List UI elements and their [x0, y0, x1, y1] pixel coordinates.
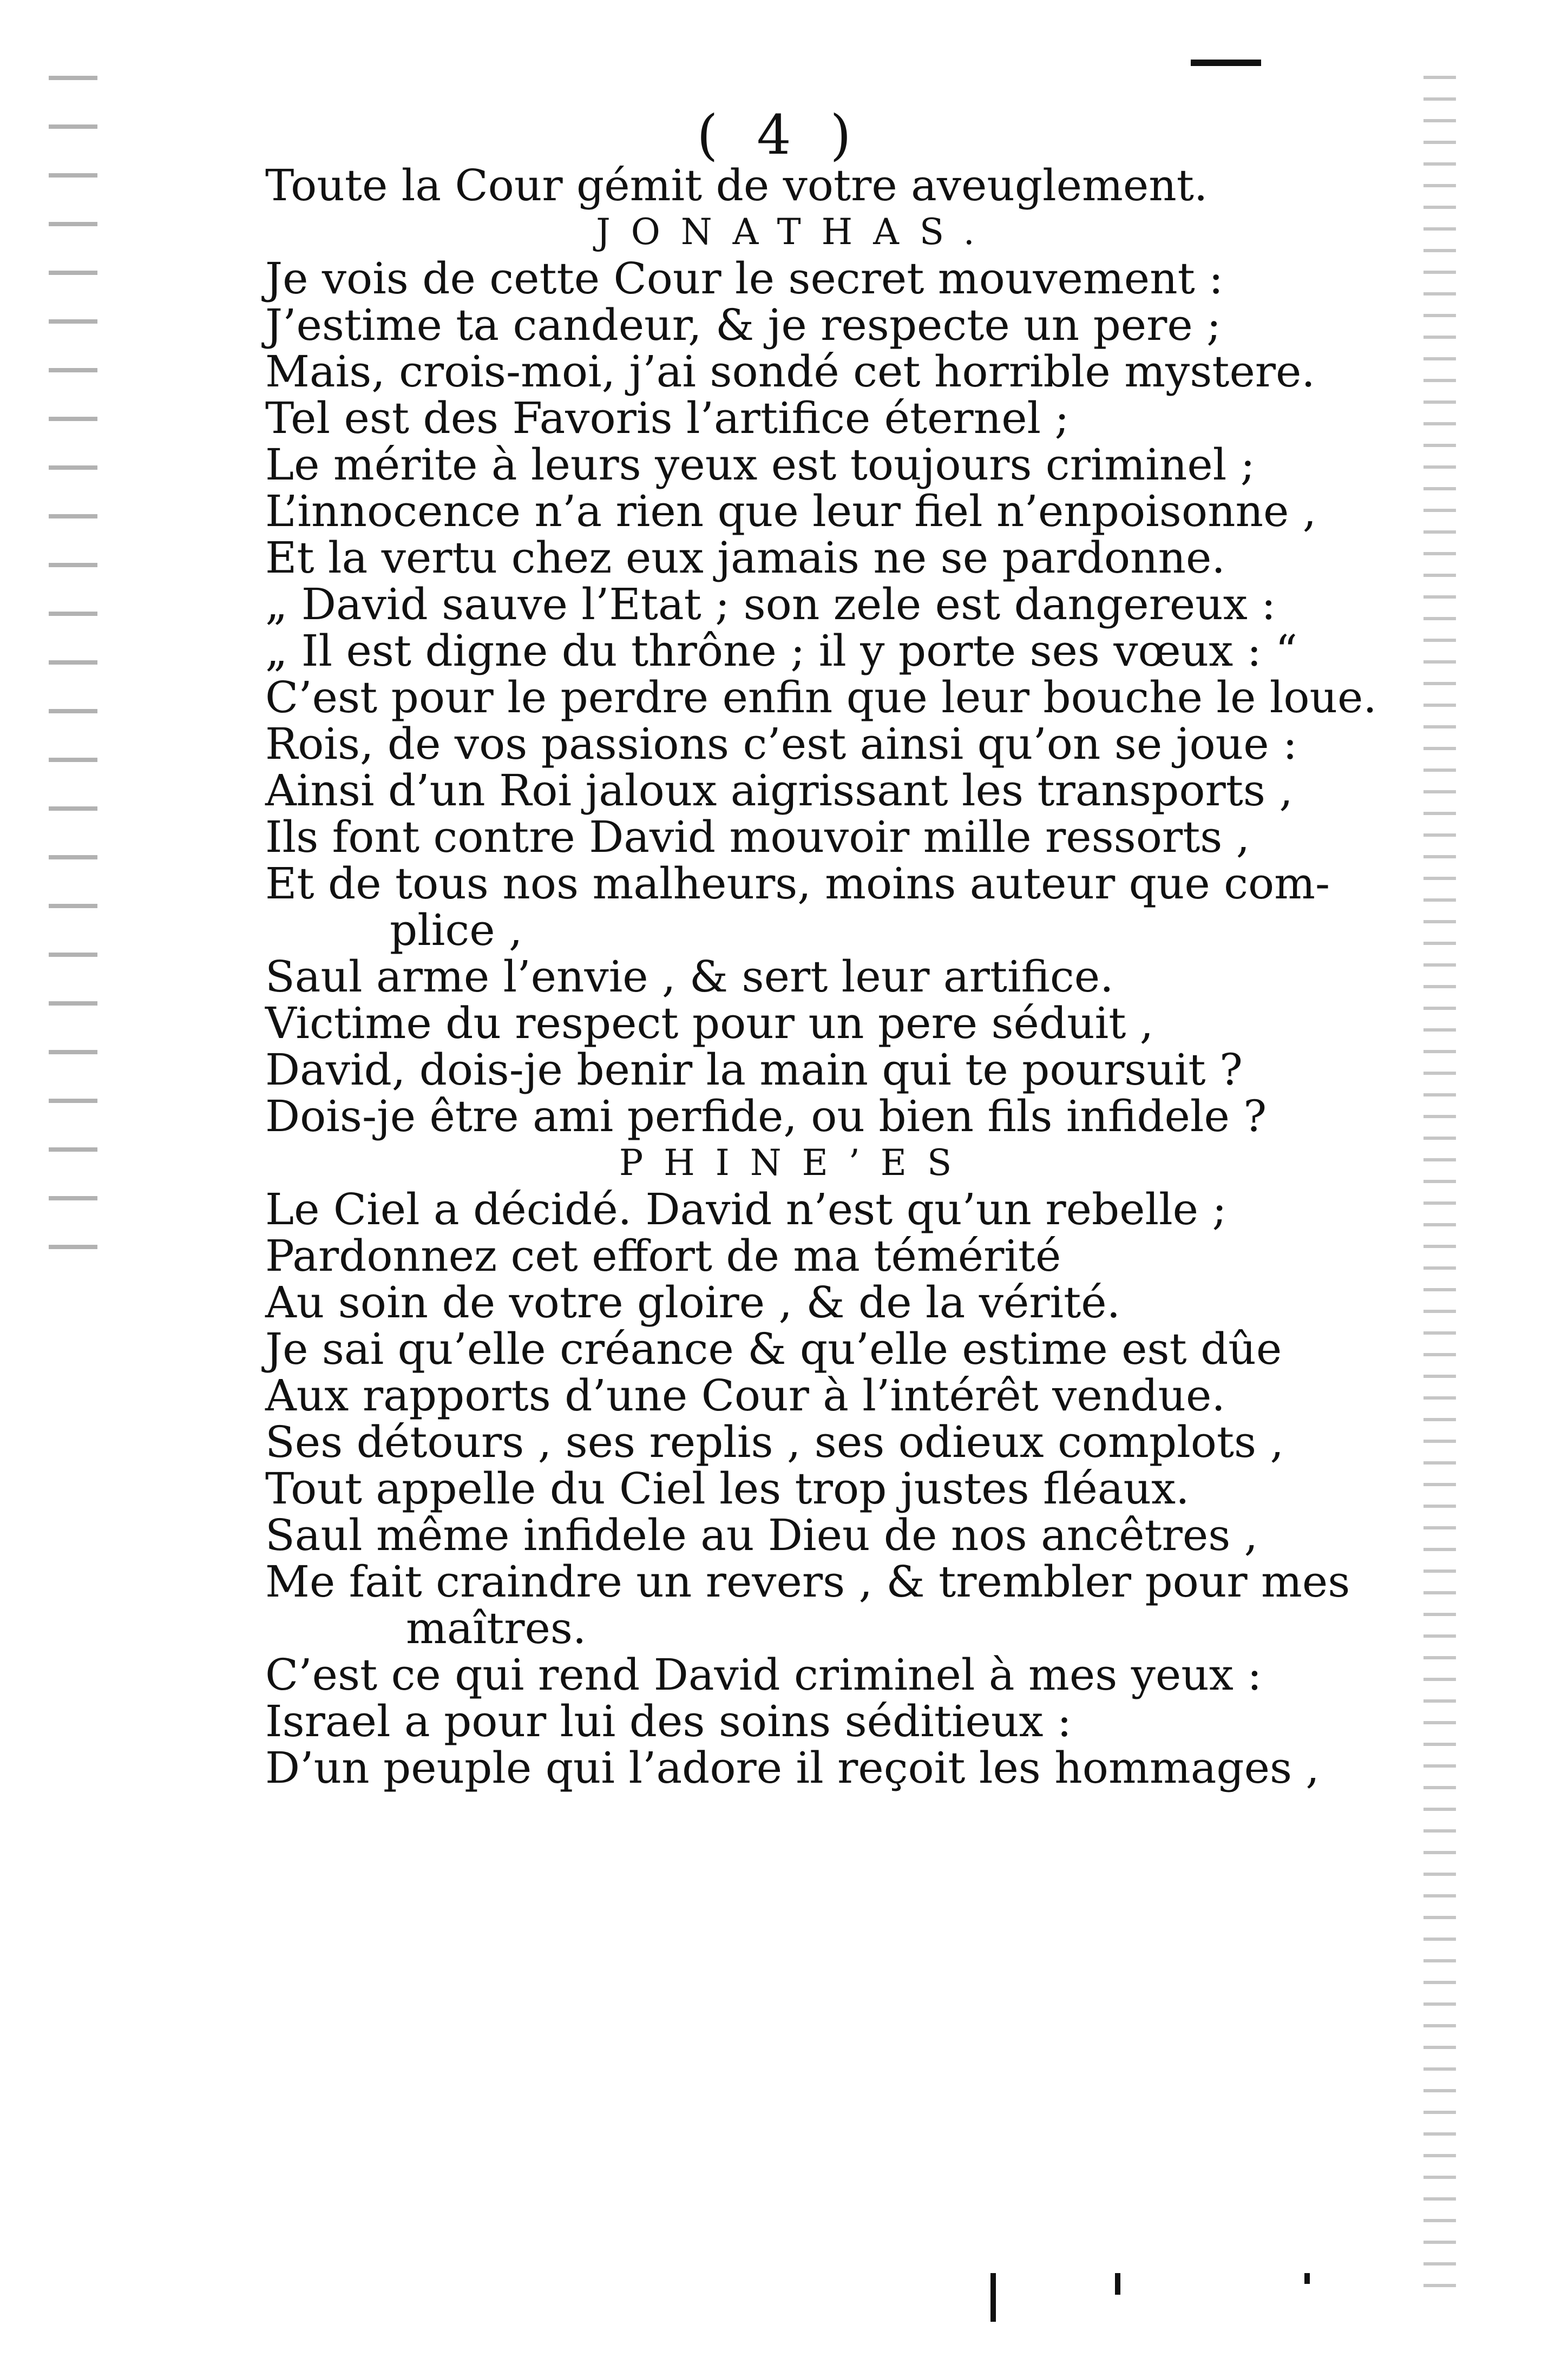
verse-line: C’est ce qui rend David criminel à mes yeux : [265, 1650, 1262, 1700]
left-margin-bleed [49, 76, 97, 1266]
speaker-name: PHINE’ES [619, 1142, 973, 1184]
verse-line: Pardonnez cet effort de ma témérité [265, 1231, 1061, 1281]
printer-rule [1191, 60, 1261, 66]
verse-line: „ Il est digne du thrône ; il y porte ses vœux : “ [265, 626, 1297, 676]
verse-line: „ David sauve l’Etat ; son zele est dangereux : [265, 579, 1276, 629]
verse-line: Ses détours , ses replis , ses odieux complots , [265, 1417, 1284, 1467]
verse-continuation: maîtres. [406, 1603, 587, 1653]
verse-line: D’un peuple qui l’adore il reçoit les hommages , [265, 1743, 1320, 1793]
verse-line: Ainsi d’un Roi jaloux aigrissant les transports , [265, 765, 1293, 816]
verse-line: J’estime ta candeur, & je respecte un pere ; [265, 300, 1222, 350]
verse-line: L’innocence n’a rien que leur fiel n’enpoisonne , [265, 486, 1317, 536]
verse-continuation: plice , [390, 905, 523, 955]
verse-line: C’est pour le perdre enfin que leur bouche le loue. [265, 672, 1377, 723]
speaker-name: JONATHAS. [596, 211, 995, 253]
verse-line: Le mérite à leurs yeux est toujours criminel ; [265, 439, 1255, 490]
verse-line: Ils font contre David mouvoir mille ressorts , [265, 812, 1250, 862]
verse-line: Victime du respect pour un pere séduit , [265, 998, 1154, 1048]
verse-line: Dois-je être ami perfide, ou bien fils infidele ? [265, 1091, 1267, 1141]
right-margin-bleed [1423, 76, 1456, 2295]
verse-line: Saul arme l’envie , & sert leur artifice. [265, 951, 1114, 1002]
verse-text-block [265, 160, 1377, 1793]
verse-line: Et de tous nos malheurs, moins auteur que com- [265, 858, 1330, 909]
verse-line: Toute la Cour gémit de votre aveuglement. [265, 160, 1208, 211]
verse-line: Au soin de votre gloire , & de la vérité. [265, 1277, 1121, 1328]
verse-line: Aux rapports d’une Cour à l’intérêt vendue. [265, 1370, 1225, 1421]
verse-line: Je sai qu’elle créance & qu’elle estime est dûe [265, 1324, 1282, 1374]
verse-line: Le Ciel a décidé. David n’est qu’un rebelle ; [265, 1184, 1227, 1234]
verse-line: Et la vertu chez eux jamais ne se pardonne. [265, 533, 1225, 583]
verse-line: Me fait craindre un revers , & trembler pour mes [265, 1557, 1350, 1607]
verse-line: David, dois-je benir la main qui te poursuit ? [265, 1045, 1243, 1095]
verse-line: Mais, crois-moi, j’ai sondé cet horrible mystere. [265, 346, 1315, 397]
verse-line: Saul même infidele au Dieu de nos ancêtres , [265, 1510, 1258, 1560]
verse-line: Tout appelle du Ciel les trop justes fléaux. [265, 1463, 1190, 1514]
bottom-printer-marks [990, 2273, 1315, 2327]
page-number: ( 4 ) [697, 103, 862, 167]
verse-line: Tel est des Favoris l’artifice éternel ; [265, 393, 1070, 443]
verse-line: Rois, de vos passions c’est ainsi qu’on se joue : [265, 719, 1297, 769]
verse-line: Je vois de cette Cour le secret mouvement : [265, 253, 1224, 304]
verse-line: Israel a pour lui des soins séditieux : [265, 1696, 1072, 1746]
